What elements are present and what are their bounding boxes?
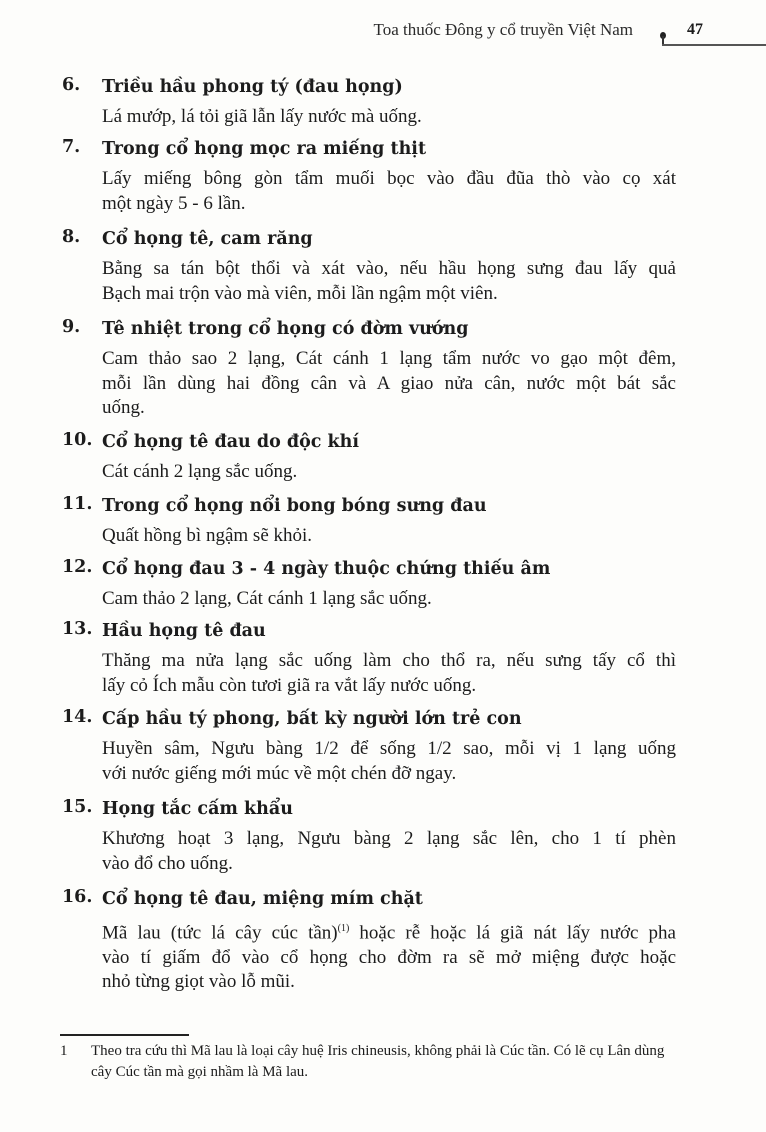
item-title: Triều hầu phong tý (đau họng) — [102, 77, 403, 97]
body-text: hoặc rễ hoặc lá giã nát lấy nước pha — [349, 922, 676, 944]
item-number: 10. — [62, 430, 93, 450]
body-line: Cam thảo sao 2 lạng, Cát cánh 1 lạng tẩm nước vo gạo một đêm, — [102, 348, 676, 369]
footnote-text: Theo tra cứu thì Mã lau là loại cây huệ Iris chineusis, không phải là Cúc tần. Có lẽ cụ Lân dùng cây Cúc tần mà gọi nhầm là Mã lau. — [91, 1043, 665, 1080]
item-body — [102, 524, 676, 549]
item-body — [102, 737, 676, 786]
item-number: 13. — [62, 619, 93, 639]
page-number: 47 — [687, 21, 703, 38]
remedy-item — [62, 887, 676, 995]
item-body — [102, 347, 676, 421]
item-title: Cổ họng tê, cam răng — [102, 229, 313, 249]
body-line: nhỏ từng giọt vào lỗ mũi. — [102, 971, 295, 993]
body-line — [102, 917, 676, 946]
item-body — [102, 649, 676, 698]
item-body — [102, 827, 676, 876]
body-line: một ngày 5 - 6 lần. — [102, 192, 246, 214]
remedy-item — [62, 619, 676, 698]
footnote-ref[interactable]: (1) — [337, 923, 350, 934]
item-title: Hầu họng tê đau — [102, 621, 266, 641]
body-line: mỗi lần dùng hai đồng cân và A giao nửa cân, nước một bát sắc — [102, 372, 676, 394]
body-line: Lá mướp, lá tỏi giã lẫn lấy nước mà uống. — [102, 106, 422, 127]
remedy-item — [62, 557, 676, 612]
item-title: Cổ họng đau 3 - 4 ngày thuộc chứng thiếu âm — [102, 559, 551, 579]
item-number: 11. — [62, 494, 93, 514]
remedy-item — [62, 137, 676, 216]
body-line: Lấy miếng bông gòn tẩm muối bọc vào đầu đũa thò vào cọ xát — [102, 168, 676, 189]
item-title: Họng tắc cấm khẩu — [102, 799, 293, 819]
remedy-item — [62, 317, 676, 421]
item-number: 12. — [62, 557, 93, 577]
item-title: Cổ họng tê đau do độc khí — [102, 432, 359, 452]
body-line: Cam thảo 2 lạng, Cát cánh 1 lạng sắc uống. — [102, 588, 432, 609]
remedy-item — [62, 797, 676, 876]
item-title: Cổ họng tê đau, miệng mím chặt — [102, 889, 423, 909]
body-line: Cát cánh 2 lạng sắc uống. — [102, 461, 298, 482]
remedy-item — [62, 707, 676, 786]
footnote — [60, 1041, 674, 1083]
running-title: Toa thuốc Đông y cổ truyền Việt Nam — [373, 20, 633, 39]
item-title: Trong cổ họng nổi bong bóng sưng đau — [102, 496, 487, 516]
item-body — [102, 167, 676, 216]
item-body — [102, 587, 676, 612]
body-line: Quất hồng bì ngậm sẽ khỏi. — [102, 525, 313, 546]
body-line: Thăng ma nửa lạng sắc uống làm cho thổ ra, nếu sưng tấy cổ thì — [102, 650, 676, 671]
body-line: lấy cỏ Ích mẫu còn tươi giã ra vắt lấy nước uống. — [102, 674, 477, 696]
item-number: 9. — [62, 317, 81, 337]
body-line: uống. — [102, 397, 145, 418]
body-line: Khương hoạt 3 lạng, Ngưu bàng 2 lạng sắc lên, cho 1 tí phèn — [102, 828, 676, 849]
item-body — [102, 917, 676, 995]
item-body — [102, 105, 676, 130]
header-rule — [662, 44, 766, 46]
item-body — [102, 257, 676, 306]
item-title: Trong cổ họng mọc ra miếng thịt — [102, 139, 427, 159]
body-line: vào tí giấm đổ vào cổ họng cho đờm ra sẽ mở miệng được hoặc — [102, 946, 676, 968]
item-number: 7. — [62, 137, 81, 157]
footnote-rule — [60, 1034, 189, 1036]
item-number: 15. — [62, 797, 93, 817]
remedy-item — [62, 227, 676, 306]
item-number: 8. — [62, 227, 81, 247]
item-title: Cấp hầu tý phong, bất kỳ người lớn trẻ con — [102, 709, 522, 729]
remedy-item — [62, 494, 676, 549]
body-line: Huyền sâm, Ngưu bàng 1/2 để sống 1/2 sao, mỗi vị 1 lạng uống — [102, 738, 676, 759]
footnote-number: 1 — [60, 1043, 68, 1059]
remedy-item — [62, 75, 676, 130]
body-line: Bằng sa tán bột thổi và xát vào, nếu hầu họng sưng đau lấy quả — [102, 258, 676, 279]
remedy-item — [62, 430, 676, 485]
body-line: Bạch mai trộn vào mà viên, mỗi lần ngậm một viên. — [102, 282, 498, 304]
body-line: với nước giếng mới múc về một chén đỡ ngay. — [102, 762, 457, 784]
item-number: 16. — [62, 887, 93, 907]
body-text: Mã lau (tức lá cây cúc tần) — [102, 922, 338, 944]
item-number: 6. — [62, 75, 81, 95]
item-title: Tê nhiệt trong cổ họng có đờm vướng — [102, 319, 469, 339]
body-line: vào đổ cho uống. — [102, 852, 233, 874]
item-body — [102, 460, 676, 485]
item-number: 14. — [62, 707, 93, 727]
